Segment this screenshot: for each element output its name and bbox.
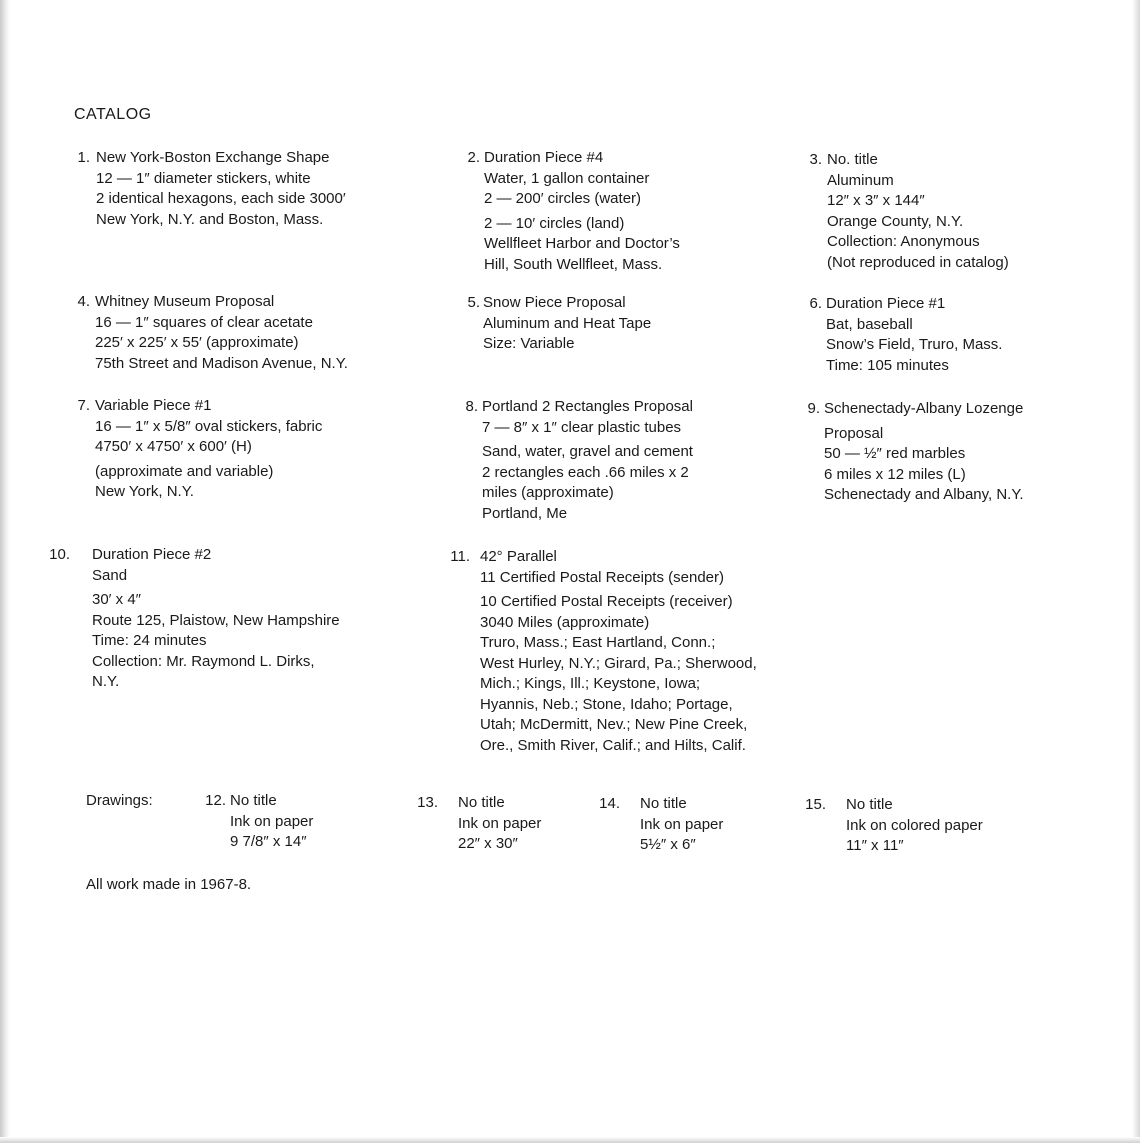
entry-detail-line: Mich.; Kings, Ill.; Keystone, Iowa;	[480, 675, 701, 692]
entry-title: No title	[458, 794, 505, 811]
entry-number: 10.	[49, 546, 70, 563]
entry-detail-line: Time: 24 minutes	[92, 632, 207, 649]
entry-detail-line: Hill, South Wellfleet, Mass.	[484, 255, 663, 273]
entry-number: 5.	[467, 294, 480, 311]
entry-detail-line: Proposal	[824, 424, 884, 442]
entry-number: 7.	[77, 397, 90, 414]
entry-body	[96, 148, 346, 230]
entry-title: Variable Piece #1	[95, 397, 212, 414]
entry-detail-line: 9 7/8″ x 14″	[230, 833, 307, 850]
entry-body	[92, 545, 340, 693]
entry-body	[483, 293, 651, 355]
entry-detail-line: Wellfleet Harbor and Doctor’s	[484, 235, 680, 252]
entry-detail-line: 3040 Miles (approximate)	[480, 613, 650, 631]
entry-detail-line: 6 miles x 12 miles (L)	[824, 465, 966, 483]
entry-detail-line: 75th Street and Madison Avenue, N.Y.	[95, 354, 348, 372]
entry-title: New York-Boston Exchange Shape	[96, 149, 330, 166]
entry-detail-line: 16 — 1″ squares of clear acetate	[95, 313, 313, 331]
entry-number: 9.	[807, 400, 820, 417]
entry-number: 13.	[417, 794, 438, 811]
entry-detail-line: New York, N.Y. and Boston, Mass.	[96, 210, 324, 228]
drawings-label: Drawings:	[86, 792, 153, 809]
entry-body	[824, 399, 1024, 506]
entry-title: Duration Piece #1	[826, 295, 946, 312]
entry-number: 3.	[809, 151, 822, 168]
entry-detail-line: N.Y.	[92, 673, 120, 690]
entry-detail-line: 10 Certified Postal Receipts (receiver)	[480, 593, 733, 610]
entry-detail-line: 225′ x 225′ x 55′ (approximate)	[95, 334, 299, 351]
entry-title: No title	[640, 795, 687, 812]
entry-detail-line: Water, 1 gallon container	[484, 169, 650, 187]
entry-detail-line: 2 — 10′ circles (land)	[484, 214, 625, 232]
entry-body	[482, 397, 693, 524]
entry-detail-line: West Hurley, N.Y.; Girard, Pa.; Sherwood,	[480, 654, 757, 672]
entry-detail-line: 7 — 8″ x 1″ clear plastic tubes	[482, 418, 682, 436]
entry-title: Whitney Museum Proposal	[95, 293, 275, 310]
entry-detail-line: Sand	[92, 566, 128, 584]
entry-detail-line: 30′ x 4″	[92, 591, 141, 608]
entry-number: 4.	[77, 293, 90, 310]
entry-detail-line: Aluminum	[827, 171, 894, 189]
entry-detail-line: Size: Variable	[483, 335, 575, 352]
entry-detail-line: Route 125, Plaistow, New Hampshire	[92, 611, 340, 629]
entry-body	[827, 150, 1009, 273]
entry-detail-line: Hyannis, Neb.; Stone, Idaho; Portage,	[480, 695, 733, 713]
entry-detail-line: 16 — 1″ x 5/8″ oval stickers, fabric	[95, 417, 323, 435]
entry-detail-line: Portland, Me	[482, 504, 568, 522]
entry-number: 14.	[599, 795, 620, 812]
entry-detail-line: Schenectady and Albany, N.Y.	[824, 486, 1024, 503]
entry-detail-line: 2 rectangles each .66 miles x 2	[482, 463, 689, 481]
page-spine-shadow	[0, 0, 10, 1143]
footer-note: All work made in 1967-8.	[86, 876, 252, 893]
entry-detail-line: (approximate and variable)	[95, 462, 274, 480]
entry-number: 2.	[467, 149, 480, 166]
entry-title: 42° Parallel	[480, 548, 557, 565]
entry-title: Portland 2 Rectangles Proposal	[482, 398, 693, 415]
entry-title: No title	[230, 792, 277, 809]
entry-number: 12.	[205, 792, 226, 809]
entry-detail-line: Aluminum and Heat Tape	[483, 314, 652, 332]
entry-detail-line: Orange County, N.Y.	[827, 212, 964, 230]
entry-title: No. title	[827, 151, 878, 168]
entry-title: Snow Piece Proposal	[483, 294, 626, 311]
entry-body	[95, 292, 348, 374]
catalog-heading: CATALOG	[74, 106, 152, 123]
entry-detail-line: Time: 105 minutes	[826, 356, 949, 374]
entry-detail-line: 11″ x 11″	[846, 837, 904, 854]
entry-body	[484, 148, 680, 275]
entry-detail-line: Ink on paper	[458, 814, 542, 832]
entry-detail-line: miles (approximate)	[482, 484, 614, 501]
entry-detail-line: 2 identical hexagons, each side 3000′	[96, 190, 346, 207]
entry-body	[95, 396, 322, 503]
entry-detail-line: Ink on paper	[230, 812, 314, 830]
entry-title: Duration Piece #2	[92, 546, 212, 563]
entry-number: 11.	[450, 548, 470, 565]
entry-body	[846, 795, 983, 857]
entry-title: No title	[846, 796, 893, 813]
entry-detail-line: Utah; McDermitt, Nev.; New Pine Creek,	[480, 716, 748, 733]
entry-detail-line: Snow’s Field, Truro, Mass.	[826, 336, 1003, 353]
entry-detail-line: 50 — ½″ red marbles	[824, 445, 966, 462]
entry-body	[826, 294, 1002, 376]
entry-number: 15.	[805, 796, 826, 813]
entry-detail-line: 22″ x 30″	[458, 835, 518, 852]
entry-number: 8.	[465, 398, 478, 415]
entry-detail-line: Ink on colored paper	[846, 816, 983, 834]
entry-detail-line: Bat, baseball	[826, 315, 913, 333]
page-edge-bottom	[0, 1137, 1140, 1143]
entry-detail-line: 11 Certified Postal Receipts (sender)	[480, 568, 724, 586]
entry-detail-line: Collection: Anonymous	[827, 233, 980, 250]
entry-title: Duration Piece #4	[484, 149, 604, 166]
entry-detail-line: 12″ x 3″ x 144″	[827, 192, 925, 209]
page-edge-right	[1132, 0, 1140, 1143]
entry-body	[458, 793, 541, 855]
entry-body	[640, 794, 723, 856]
entry-detail-line: (Not reproduced in catalog)	[827, 253, 1009, 271]
entry-detail-line: Collection: Mr. Raymond L. Dirks,	[92, 652, 315, 670]
entry-detail-line: 12 — 1″ diameter stickers, white	[96, 169, 311, 187]
entry-detail-line: Ore., Smith River, Calif.; and Hilts, Calif.	[480, 736, 746, 754]
entry-detail-line: 2 — 200′ circles (water)	[484, 190, 642, 207]
entry-body	[480, 547, 757, 756]
entry-number: 1.	[77, 149, 90, 166]
entry-detail-line: Sand, water, gravel and cement	[482, 443, 693, 460]
entry-number: 6.	[809, 295, 822, 312]
entry-detail-line: 5½″ x 6″	[640, 836, 696, 853]
entry-detail-line: Ink on paper	[640, 815, 724, 833]
entry-detail-line: Truro, Mass.; East Hartland, Conn.;	[480, 634, 716, 651]
entry-body	[230, 791, 313, 853]
entry-title: Schenectady-Albany Lozenge	[824, 400, 1024, 417]
entry-detail-line: New York, N.Y.	[95, 483, 194, 500]
entry-detail-line: 4750′ x 4750′ x 600′ (H)	[95, 438, 252, 455]
